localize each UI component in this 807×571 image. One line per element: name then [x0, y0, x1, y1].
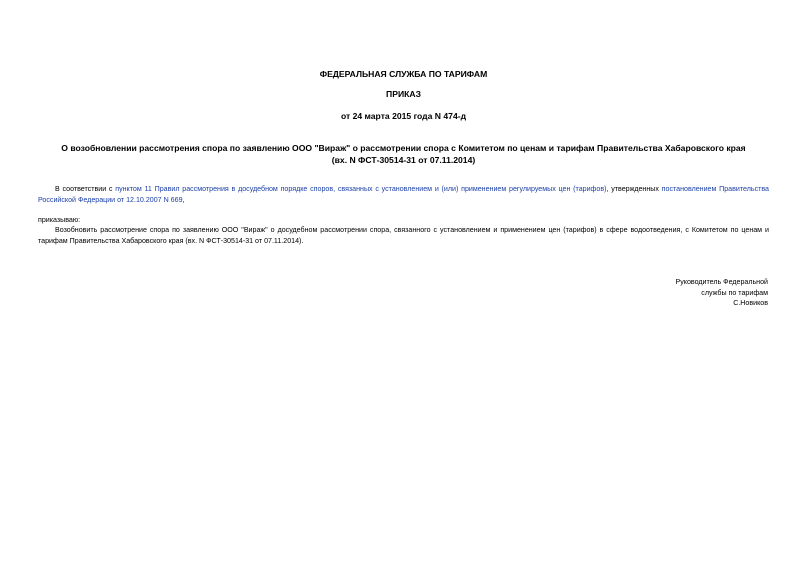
resume-paragraph: Возобновить рассмотрение спора по заявлению ООО "Вираж" о досудебном рассмотрении спора, связанного с установлением и применением цен (тарифов) в сфере водоотведения, с Комитетом по ценам и тарифам Правительства Хабаровского края (вх. N ФСТ-30514-31 от 07.11.2014).: [38, 226, 769, 245]
basis-prefix: В соответствии с: [55, 185, 116, 193]
signature-name: С.Новиков: [733, 299, 768, 307]
signature-block: [676, 277, 769, 309]
government-decree-link[interactable]: постановлением Правительства Российской Федерации от 12.10.2007 N 669: [38, 185, 770, 204]
title-line-2: (вх. N ФСТ-30514-31 от 07.11.2014): [331, 155, 476, 165]
basis-middle: , утвержденных: [606, 185, 662, 193]
signature-position-line-1: Руководитель Федеральной: [675, 278, 768, 286]
order-word: приказываю:: [38, 216, 81, 224]
document-type-heading: ПРИКАЗ: [386, 89, 421, 99]
signature-position-line-2: службы по тарифам: [701, 288, 768, 297]
title-line-1: О возобновлении рассмотрения спора по заявлению ООО "Вираж" о рассмотрении спора с Комитетом по ценам и тарифам Правительства Хабаровского края: [61, 143, 746, 153]
agency-heading: ФЕДЕРАЛЬНАЯ СЛУЖБА ПО ТАРИФАМ: [319, 69, 488, 79]
basis-suffix: ,: [182, 195, 185, 204]
date-number-heading: от 24 марта 2015 года N 474-д: [340, 111, 467, 121]
rules-point-11-link[interactable]: пунктом 11 Правил рассмотрения в досудебном порядке споров, связанных с установлением и (или) применением регулируемых цен (тарифов): [115, 185, 607, 193]
document-title: [40, 142, 767, 166]
basis-paragraph: [38, 184, 769, 205]
